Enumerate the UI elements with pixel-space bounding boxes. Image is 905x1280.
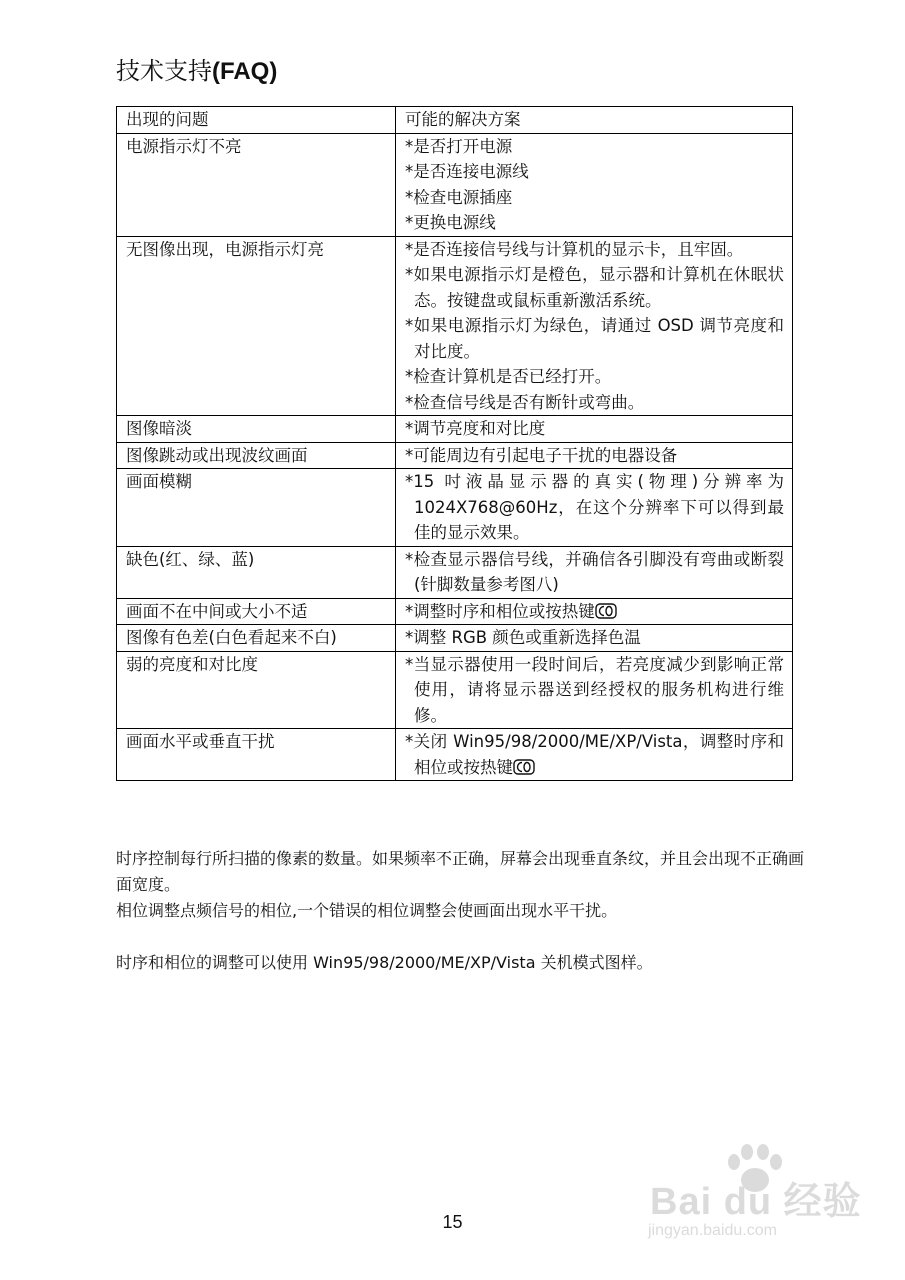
solution-text: *关闭 Win95/98/2000/ME/XP/Vista，调整时序和 相位或按热键 xyxy=(405,732,784,777)
solution-item: *更换电源线 xyxy=(405,213,496,232)
note-paragraph: 时序控制每行所扫描的像素的数量。如果频率不正确，屏幕会出现垂直条纹，并且会出现不正确画面宽度。 xyxy=(116,849,805,894)
table-row xyxy=(117,236,793,416)
table-row xyxy=(117,546,793,598)
problem-cell: 图像有色差(白色看起来不白) xyxy=(117,625,396,652)
faq-table xyxy=(116,106,793,781)
problem-cell: 画面水平或垂直干扰 xyxy=(117,729,396,781)
header-solution: 可能的解决方案 xyxy=(396,107,793,134)
solution-item: *检查信号线是否有断针或弯曲。 xyxy=(405,392,645,412)
table-row xyxy=(117,442,793,469)
watermark-url: jingyan.baidu.com xyxy=(648,1222,777,1239)
solution-item: *可能周边有引起电子干扰的电器设备 xyxy=(405,445,678,465)
problem-cell: 电源指示灯不亮 xyxy=(117,133,396,236)
solution-item: *检查显示器信号线，并确信各引脚没有弯曲或断裂(针脚数量参考图八) xyxy=(405,549,784,594)
faq-header-row xyxy=(117,107,793,134)
solution-cell xyxy=(396,416,793,443)
page-number: 15 xyxy=(442,1212,463,1232)
solution-item: *当显示器使用一段时间后，若亮度减少到影响正常使用，请将显示器送到经授权的服务机构进行维修。 xyxy=(405,654,784,725)
solution-cell xyxy=(396,469,793,547)
problem-cell: 画面模糊 xyxy=(117,469,396,547)
note-paragraph: 时序和相位的调整可以使用 Win95/98/2000/ME/XP/Vista 关机模式图样。 xyxy=(116,953,653,972)
page-title-en: (FAQ) xyxy=(212,58,278,85)
header-problem: 出现的问题 xyxy=(117,107,396,134)
table-row xyxy=(117,469,793,547)
solution-item: *如果电源指示灯为绿色，请通过 OSD 调节亮度和对比度。 xyxy=(405,316,784,361)
solution-item: *如果电源指示灯是橙色，显示器和计算机在休眠状态。按键盘或鼠标重新激活系统。 xyxy=(405,265,784,310)
auto-adjust-key-icon xyxy=(595,603,617,619)
solution-item: *调整 RGB 颜色或重新选择色温 xyxy=(405,628,641,647)
solution-item: *是否打开电源 xyxy=(405,136,513,156)
solution-item: *是否连接电源线 xyxy=(405,162,529,181)
solution-cell xyxy=(396,546,793,598)
solution-cell xyxy=(396,442,793,469)
problem-cell: 图像跳动或出现波纹画面 xyxy=(117,442,396,469)
table-row xyxy=(117,416,793,443)
solution-item: *调节亮度和对比度 xyxy=(405,419,546,438)
solution-item: *15 吋液晶显示器的真实(物理)分辨率为 1024X768@60Hz，在这个分辨率下可以得到最佳的显示效果。 xyxy=(405,472,784,542)
auto-adjust-key-icon xyxy=(513,759,535,775)
solution-item xyxy=(405,729,784,780)
solution-item xyxy=(405,599,784,625)
problem-cell: 缺色(红、绿、蓝) xyxy=(117,546,396,598)
note-paragraph: 相位调整点频信号的相位,一个错误的相位调整会使画面出现水平干扰。 xyxy=(116,901,618,920)
solution-cell xyxy=(396,625,793,652)
solution-item: *检查电源插座 xyxy=(405,187,513,207)
solution-cell xyxy=(396,236,793,416)
solution-cell xyxy=(396,133,793,236)
solution-item: *是否连接信号线与计算机的显示卡，且牢固。 xyxy=(405,239,744,259)
solution-text: *调整时序和相位或按热键 xyxy=(405,601,595,621)
page-title-cn: 技术支持 xyxy=(116,57,212,85)
table-row xyxy=(117,625,793,652)
solution-cell xyxy=(396,598,793,625)
table-row xyxy=(117,651,793,729)
problem-cell: 弱的亮度和对比度 xyxy=(117,651,396,729)
problem-cell: 画面不在中间或大小不适 xyxy=(117,598,396,625)
notes-section xyxy=(116,846,806,976)
watermark-brand: Bai du 经验 xyxy=(650,1181,862,1223)
page-title xyxy=(116,56,277,87)
problem-cell: 图像暗淡 xyxy=(117,416,396,443)
solution-cell xyxy=(396,729,793,781)
problem-cell: 无图像出现，电源指示灯亮 xyxy=(117,236,396,416)
table-row xyxy=(117,598,793,625)
solution-cell xyxy=(396,651,793,729)
table-row xyxy=(117,729,793,781)
table-row xyxy=(117,133,793,236)
solution-item: *检查计算机是否已经打开。 xyxy=(405,367,612,386)
